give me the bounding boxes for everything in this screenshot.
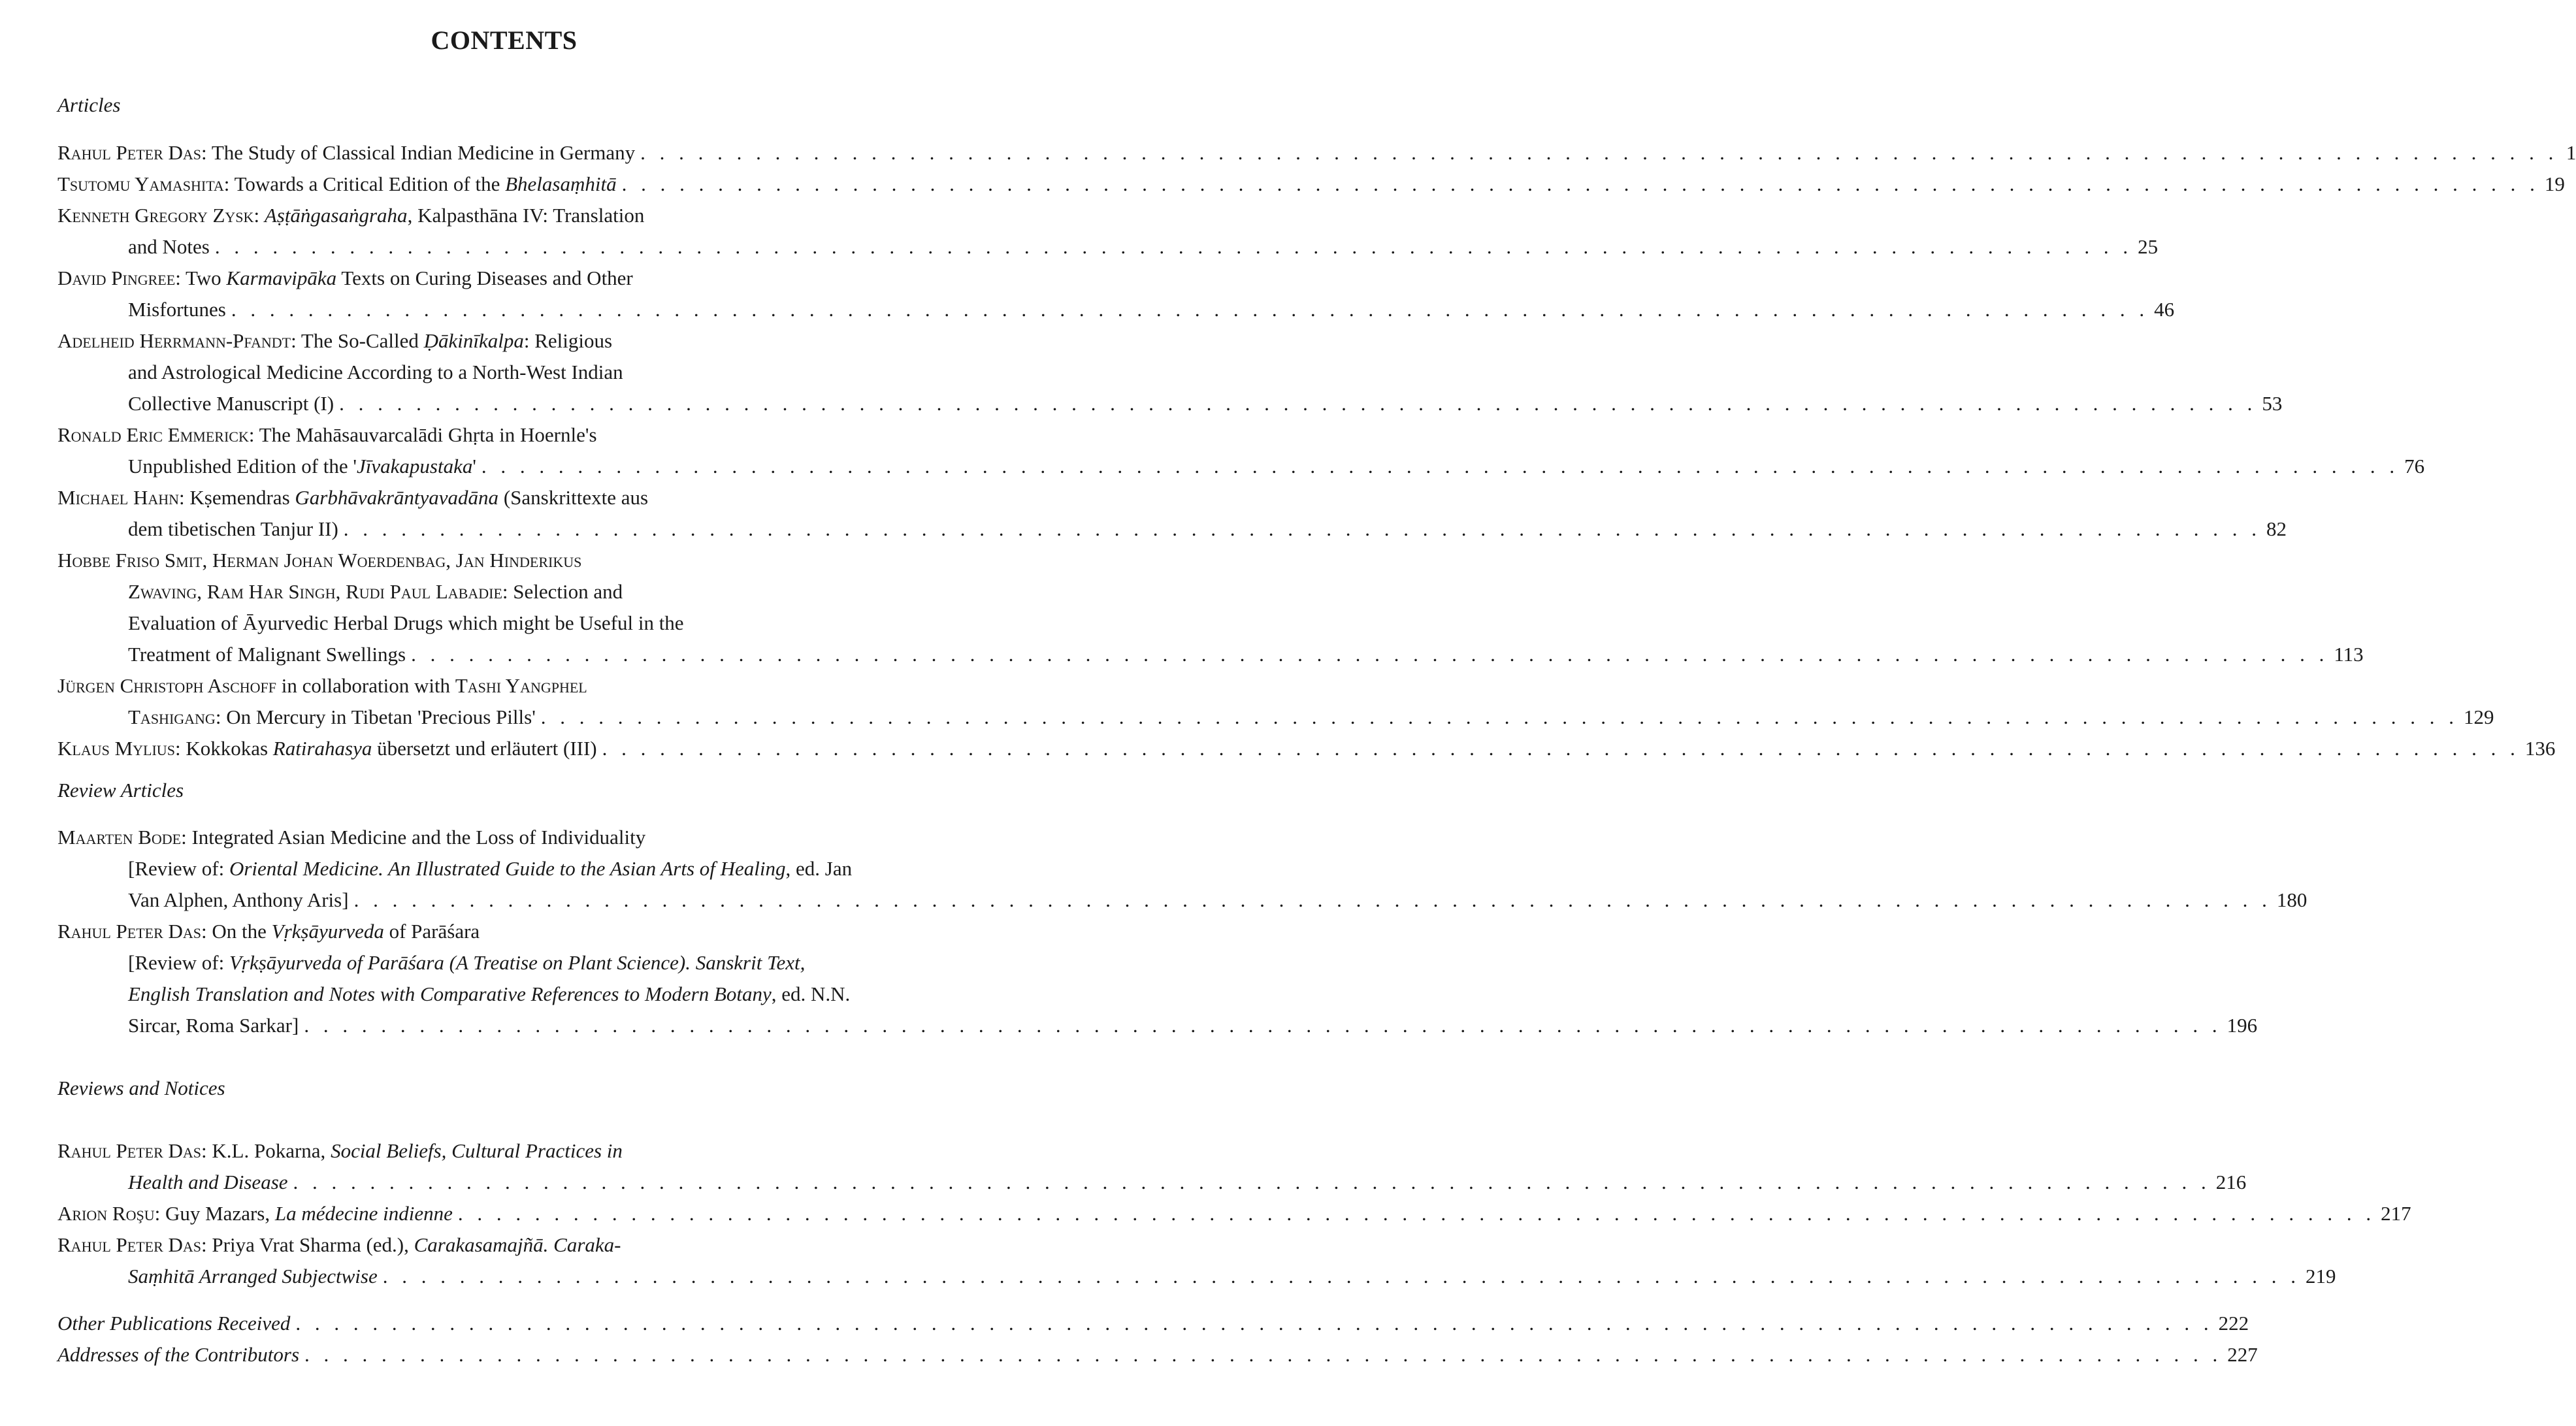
entry-title: K.L. Pokarna, [212, 1139, 331, 1162]
author: David Pingree [57, 267, 176, 289]
entry-title: Kokkokas [186, 737, 273, 760]
entry-title: On the [212, 920, 272, 943]
page-number: 196 [2226, 1014, 2258, 1037]
author: Tashi Yangphel [455, 674, 587, 697]
entry-title: of Parāśara [383, 920, 480, 943]
entry-title: übersetzt und erläutert (III) [372, 737, 597, 760]
dot-leader: . . . . . . . . . . . . . . . . . . . . . . . . . . . . . . . . . . . . . . . . . . . . . . . . . . . . . . . . . . . . . . . . . . . . . . . . . . . . . . . . . . . . . . . . . . . . . . . . . . . . [640, 141, 2558, 164]
toc-entry-bode[interactable]: Maarten Bode: Integrated Asian Medicine and the Loss of Individuality [Review of: Oriental Medicine. An Illustrated Guide to the Asian Arts of Healing, ed. Jan Van Alphen, Anthony Aris] . . . . . . . . . . . . . . . . . . . . . . . . . . . . . . . . . . . . . . . . . . . . . . . . . . . . . . . . . . . . . . . . . . . . . . . . . . . . . . . . . . . . . . . . . . . . . . . . . . . . 180 [57, 822, 955, 916]
entry-title-cont: Unpublished Edition of the ' [128, 455, 357, 478]
page-number: 129 [2464, 705, 2494, 728]
dot-leader: . . . . . . . . . . . . . . . . . . . . . . . . . . . . . . . . . . . . . . . . . . . . . . . . . . . . . . . . . . . . . . . . . . . . . . . . . . . . . . . . . . . . . . . . . . . . . . . . . . . . [540, 705, 2459, 728]
entry-title: , Kalpasthāna IV: Translation [407, 204, 645, 227]
toc-entry-aschoff[interactable] [57, 670, 2494, 733]
entry-title-italic: Vṛkṣāyurveda [271, 920, 384, 943]
entry-title: Two [186, 267, 227, 289]
entry-title: : Selection and [502, 580, 623, 603]
entry-title-italic: Health and Disease [128, 1171, 288, 1193]
author: Rahul Peter Das [57, 1233, 202, 1256]
author: Tashigang [128, 705, 216, 728]
author: Adelheid Herrmann-Pfandt [57, 329, 291, 352]
entry-title: : On Mercury in Tibetan 'Precious Pills' [215, 705, 536, 728]
entry-title-cont: Misfortunes [128, 298, 226, 321]
author: Arion Roşu [57, 1202, 155, 1225]
page-number: 227 [2227, 1343, 2258, 1366]
dot-leader: . . . . . . . . . . . . . . . . . . . . . . . . . . . . . . . . . . . . . . . . . . . . . . . . . . . . . . . . . . . . . . . . . . . . . . . . . . . . . . . . . . . . . . . . . . . . . . . . . . . . [214, 235, 2133, 258]
toc-entry-das-pokarna[interactable]: Rahul Peter Das: K.L. Pokarna, Social Beliefs, Cultural Practices in Health and Disease . . . . . . . . . . . . . . . . . . . . . . . . . . . . . . . . . . . . . . . . . . . . . . . . . . . . . . . . . . . . . . . . . . . . . . . . . . . . . . . . . . . . . . . . . . . . . . . . . . . . 216 [57, 1135, 955, 1198]
entry-title-italic: Saṃhitā Arranged Subjectwise [128, 1265, 378, 1288]
author: Rahul Peter Das [57, 920, 202, 943]
entry-title-cont: Treatment of Malignant Swellings [128, 643, 406, 666]
entry-title-italic: English Translation and Notes with Comparative References to Modern Botany [128, 982, 772, 1005]
entry-title-cont: dem tibetischen Tanjur II) [128, 517, 338, 540]
entry-title-italic: Vṛkṣāyurveda of Parāśara (A Treatise on Plant Science). Sanskrit Text, [229, 951, 806, 974]
toc-entry-das-vrksayurveda[interactable]: Rahul Peter Das: On the Vṛkṣāyurveda of Parāśara [Review of: Vṛkṣāyurveda of Parāśara (A Treatise on Plant Science). Sanskrit Text, English Translation and Notes with Comparative References to Modern Botany, ed. N.N. Sircar, Roma Sarkar] . . . . . . . . . . . . . . . . . . . . . . . . . . . . . . . . . . . . . . . . . . . . . . . . . . . . . . . . . . . . . . . . . . . . . . . . . . . . . . . . . . . . . . . . . . . . . . . . . . . . 196 [57, 916, 955, 1041]
entry-title: in collaboration with [276, 674, 455, 697]
entry-title-italic: Carakasamajñā. Caraka- [414, 1233, 621, 1256]
author: Ronald Eric Emmerick [57, 423, 249, 446]
entry-title-cont: Sircar, Roma Sarkar] [128, 1014, 299, 1037]
dot-leader: . . . . . . . . . . . . . . . . . . . . . . . . . . . . . . . . . . . . . . . . . . . . . . . . . . . . . . . . . . . . . . . . . . . . . . . . . . . . . . . . . . . . . . . . . . . . . . . . . . . . [353, 888, 2272, 911]
page-number: 216 [2215, 1171, 2247, 1193]
toc-entry-das-sharma[interactable]: Rahul Peter Das: Priya Vrat Sharma (ed.), Carakasamajñā. Caraka- Saṃhitā Arranged Subjectwise . . . . . . . . . . . . . . . . . . . . . . . . . . . . . . . . . . . . . . . . . . . . . . . . . . . . . . . . . . . . . . . . . . . . . . . . . . . . . . . . . . . . . . . . . . . . . . . . . . . . 219 [57, 1229, 955, 1292]
entry-title-cont: Van Alphen, Anthony Aris] [128, 888, 349, 911]
entry-title: (Sanskrittexte aus [498, 486, 649, 509]
entry-title-cont: Evaluation of Āyurvedic Herbal Drugs which might be Useful in the [128, 611, 684, 634]
page-number: 25 [2138, 235, 2159, 258]
page-number: 219 [2305, 1265, 2336, 1288]
entry-title-cont: Collective Manuscript (I) [128, 392, 334, 415]
author: Maarten Bode [57, 826, 182, 849]
toc-entry-zysk[interactable]: Kenneth Gregory Zysk: Aṣṭāṅgasaṅgraha, Kalpasthāna IV: Translation and Notes . . . . . . . . . . . . . . . . . . . . . . . . . . . . . . . . . . . . . . . . . . . . . . . . . . . . . . . . . . . . . . . . . . . . . . . . . . . . . . . . . . . . . . . . . . . . . . . . . . . . 25 [57, 200, 955, 263]
page-number: 82 [2266, 517, 2287, 540]
author: Rahul Peter Das [57, 1139, 202, 1162]
toc-entry-other-publications[interactable] [57, 1308, 2249, 1339]
entry-title: Priya Vrat Sharma (ed.), [212, 1233, 414, 1256]
entry-title: Kṣemendras [189, 486, 295, 509]
toc-entry-herrmann-pfandt[interactable]: Adelheid Herrmann-Pfandt: The So-Called Ḍākinīkalpa: Religious and Astrological Medicine According to a North-West Indian Collective Manuscript (I) . . . . . . . . . . . . . . . . . . . . . . . . . . . . . . . . . . . . . . . . . . . . . . . . . . . . . . . . . . . . . . . . . . . . . . . . . . . . . . . . . . . . . . . . . . . . . . . . . . . . 53 [57, 325, 955, 419]
section-heading-articles: Articles [57, 93, 121, 116]
entry-title-cont: [Review of: [128, 951, 229, 974]
dot-leader: . . . . . . . . . . . . . . . . . . . . . . . . . . . . . . . . . . . . . . . . . . . . . . . . . . . . . . . . . . . . . . . . . . . . . . . . . . . . . . . . . . . . . . . . . . . . . . . . . . . . [304, 1343, 2223, 1366]
toc-entry-addresses[interactable] [57, 1339, 2258, 1370]
entry-title: Integrated Asian Medicine and the Loss of Individuality [191, 826, 646, 849]
author: Tsutomu Yamashita [57, 172, 224, 195]
entry-title-cont: , ed. N.N. [771, 982, 851, 1005]
dot-leader: . . . . . . . . . . . . . . . . . . . . . . . . . . . . . . . . . . . . . . . . . . . . . . . . . . . . . . . . . . . . . . . . . . . . . . . . . . . . . . . . . . . . . . . . . . . . . . . . . . . . [339, 392, 2257, 415]
entry-title: The So-Called [301, 329, 424, 352]
section-heading-review-articles: Review Articles [57, 779, 184, 802]
author: Klaus Mylius [57, 737, 175, 760]
entry-title-italic: Aṣṭāṅgasaṅgraha [264, 204, 408, 227]
author: Jürgen Christoph Aschoff [57, 674, 277, 697]
dot-leader: . . . . . . . . . . . . . . . . . . . . . . . . . . . . . . . . . . . . . . . . . . . . . . . . . . . . . . . . . . . . . . . . . . . . . . . . . . . . . . . . . . . . . . . . . . . . . . . . . . . . [457, 1202, 2376, 1225]
author: Zwaving, Ram Har Singh, Rudi Paul Labadie [128, 580, 502, 603]
author: Hobbe Friso Smit, Herman Johan Woerdenbag, Jan Hinderikus [57, 549, 582, 572]
toc-entry-hahn[interactable]: Michael Hahn: Kṣemendras Garbhāvakrāntyavadāna (Sanskrittexte aus dem tibetischen Tanjur II) . . . . . . . . . . . . . . . . . . . . . . . . . . . . . . . . . . . . . . . . . . . . . . . . . . . . . . . . . . . . . . . . . . . . . . . . . . . . . . . . . . . . . . . . . . . . . . . . . . . . 82 [57, 482, 955, 545]
dot-leader: . . . . . . . . . . . . . . . . . . . . . . . . . . . . . . . . . . . . . . . . . . . . . . . . . . . . . . . . . . . . . . . . . . . . . . . . . . . . . . . . . . . . . . . . . . . . . . . . . . . . [602, 737, 2520, 760]
section-heading-reviews-notices: Reviews and Notices [57, 1077, 225, 1099]
toc-entry-das-study[interactable]: Rahul Peter Das: The Study of Classical Indian Medicine in Germany . . . . . . . . . . . . . . . . . . . . . . . . . . . . . . . . . . . . . . . . . . . . . . . . . . . . . . . . . . . . . . . . . . . . . . . . . . . . . . . . . . . . . . . . . . . . . . . . . . . . 1 [57, 137, 955, 169]
toc-entry-rosu[interactable]: Arion Roşu: Guy Mazars, La médecine indienne . . . . . . . . . . . . . . . . . . . . . . . . . . . . . . . . . . . . . . . . . . . . . . . . . . . . . . . . . . . . . . . . . . . . . . . . . . . . . . . . . . . . . . . . . . . . . . . . . . . . 217 [57, 1198, 955, 1229]
entry-title-italic: Oriental Medicine. An Illustrated Guide to the Asian Arts of Healing [229, 857, 786, 880]
entry-title-cont: ' [472, 455, 476, 478]
page-number: 217 [2381, 1202, 2411, 1225]
page-number: 180 [2276, 888, 2307, 911]
entry-title-italic: Ḍākinīkalpa [423, 329, 524, 352]
entry-title-cont: and Astrological Medicine According to a North-West Indian [128, 361, 623, 383]
entry-title: Texts on Curing Diseases and Other [336, 267, 633, 289]
author: Kenneth Gregory Zysk [57, 204, 254, 227]
author: Michael Hahn [57, 486, 180, 509]
entry-title-italic: Karmavipāka [226, 267, 337, 289]
entry-title-italic: Social Beliefs, Cultural Practices in [331, 1139, 623, 1162]
entry-title-italic: Jīvakapustaka [357, 455, 473, 478]
page-number: 222 [2218, 1312, 2249, 1335]
toc-entry-pingree[interactable]: David Pingree: Two Karmavipāka Texts on Curing Diseases and Other Misfortunes . . . . . . . . . . . . . . . . . . . . . . . . . . . . . . . . . . . . . . . . . . . . . . . . . . . . . . . . . . . . . . . . . . . . . . . . . . . . . . . . . . . . . . . . . . . . . . . . . . . . 46 [57, 263, 955, 325]
entry-title-cont: and Notes [128, 235, 210, 258]
page-number: 76 [2404, 455, 2425, 478]
toc-entry-emmerick[interactable]: Ronald Eric Emmerick: The Mahāsauvarcalādi Ghṛta in Hoernle's Unpublished Edition of the 'Jīvakapustaka' . . . . . . . . . . . . . . . . . . . . . . . . . . . . . . . . . . . . . . . . . . . . . . . . . . . . . . . . . . . . . . . . . . . . . . . . . . . . . . . . . . . . . . . . . . . . . . . . . . . . 76 [57, 419, 955, 482]
page-number: 46 [2154, 298, 2175, 321]
dot-leader: . . . . . . . . . . . . . . . . . . . . . . . . . . . . . . . . . . . . . . . . . . . . . . . . . . . . . . . . . . . . . . . . . . . . . . . . . . . . . . . . . . . . . . . . . . . . . . . . . . . . [382, 1265, 2300, 1288]
entry-title: The Study of Classical Indian Medicine in Germany [211, 141, 636, 164]
entry-title-italic: Bhelasaṃhitā [505, 172, 617, 195]
entry-title: : Religious [523, 329, 613, 352]
toc-entry-smit[interactable] [57, 545, 2364, 670]
entry-title: Guy Mazars, [165, 1202, 275, 1225]
page-number: 53 [2262, 392, 2283, 415]
entry-title-italic: Ratirahasya [272, 737, 372, 760]
page-number: 19 [2544, 172, 2565, 195]
dot-leader: . . . . . . . . . . . . . . . . . . . . . . . . . . . . . . . . . . . . . . . . . . . . . . . . . . . . . . . . . . . . . . . . . . . . . . . . . . . . . . . . . . . . . . . . . . . . . . . . . . . . [293, 1171, 2211, 1193]
toc-entry-mylius[interactable]: Klaus Mylius: Kokkokas Ratirahasya übersetzt und erläutert (III) . . . . . . . . . . . . . . . . . . . . . . . . . . . . . . . . . . . . . . . . . . . . . . . . . . . . . . . . . . . . . . . . . . . . . . . . . . . . . . . . . . . . . . . . . . . . . . . . . . . . 136 [57, 733, 955, 764]
page-title: CONTENTS [431, 25, 578, 55]
page-number: 1 [2566, 141, 2576, 164]
dot-leader: . . . . . . . . . . . . . . . . . . . . . . . . . . . . . . . . . . . . . . . . . . . . . . . . . . . . . . . . . . . . . . . . . . . . . . . . . . . . . . . . . . . . . . . . . . . . . . . . . . . . [231, 298, 2149, 321]
entry-title-cont: [Review of: [128, 857, 229, 880]
dot-leader: . . . . . . . . . . . . . . . . . . . . . . . . . . . . . . . . . . . . . . . . . . . . . . . . . . . . . . . . . . . . . . . . . . . . . . . . . . . . . . . . . . . . . . . . . . . . . . . . . . . . [304, 1014, 2222, 1037]
entry-title: The Mahāsauvarcalādi Ghṛta in Hoernle's [259, 423, 597, 446]
dot-leader: . . . . . . . . . . . . . . . . . . . . . . . . . . . . . . . . . . . . . . . . . . . . . . . . . . . . . . . . . . . . . . . . . . . . . . . . . . . . . . . . . . . . . . . . . . . . . . . . . . . . [481, 455, 2400, 478]
entry-title-cont: , ed. Jan [785, 857, 853, 880]
entry-title-italic: Garbhāvakrāntyavadāna [295, 486, 499, 509]
entry-title-italic: Addresses of the Contributors [57, 1343, 300, 1366]
dot-leader: . . . . . . . . . . . . . . . . . . . . . . . . . . . . . . . . . . . . . . . . . . . . . . . . . . . . . . . . . . . . . . . . . . . . . . . . . . . . . . . . . . . . . . . . . . . . . . . . . . . . [411, 643, 2329, 666]
dot-leader: . . . . . . . . . . . . . . . . . . . . . . . . . . . . . . . . . . . . . . . . . . . . . . . . . . . . . . . . . . . . . . . . . . . . . . . . . . . . . . . . . . . . . . . . . . . . . . . . . . . . [621, 172, 2539, 195]
page-number: 113 [2334, 643, 2364, 666]
author: Rahul Peter Das [57, 141, 202, 164]
toc-entry-yamashita[interactable]: Tsutomu Yamashita: Towards a Critical Edition of the Bhelasaṃhitā . . . . . . . . . . . . . . . . . . . . . . . . . . . . . . . . . . . . . . . . . . . . . . . . . . . . . . . . . . . . . . . . . . . . . . . . . . . . . . . . . . . . . . . . . . . . . . . . . . . . 19 [57, 169, 955, 200]
entry-title: Towards a Critical Edition of the [234, 172, 506, 195]
dot-leader: . . . . . . . . . . . . . . . . . . . . . . . . . . . . . . . . . . . . . . . . . . . . . . . . . . . . . . . . . . . . . . . . . . . . . . . . . . . . . . . . . . . . . . . . . . . . . . . . . . . . [343, 517, 2262, 540]
dot-leader: . . . . . . . . . . . . . . . . . . . . . . . . . . . . . . . . . . . . . . . . . . . . . . . . . . . . . . . . . . . . . . . . . . . . . . . . . . . . . . . . . . . . . . . . . . . . . . . . . . . . [295, 1312, 2213, 1335]
page-number: 136 [2524, 737, 2556, 760]
entry-title-italic: La médecine indienne [274, 1202, 453, 1225]
entry-title-italic: Other Publications Received [57, 1312, 291, 1335]
